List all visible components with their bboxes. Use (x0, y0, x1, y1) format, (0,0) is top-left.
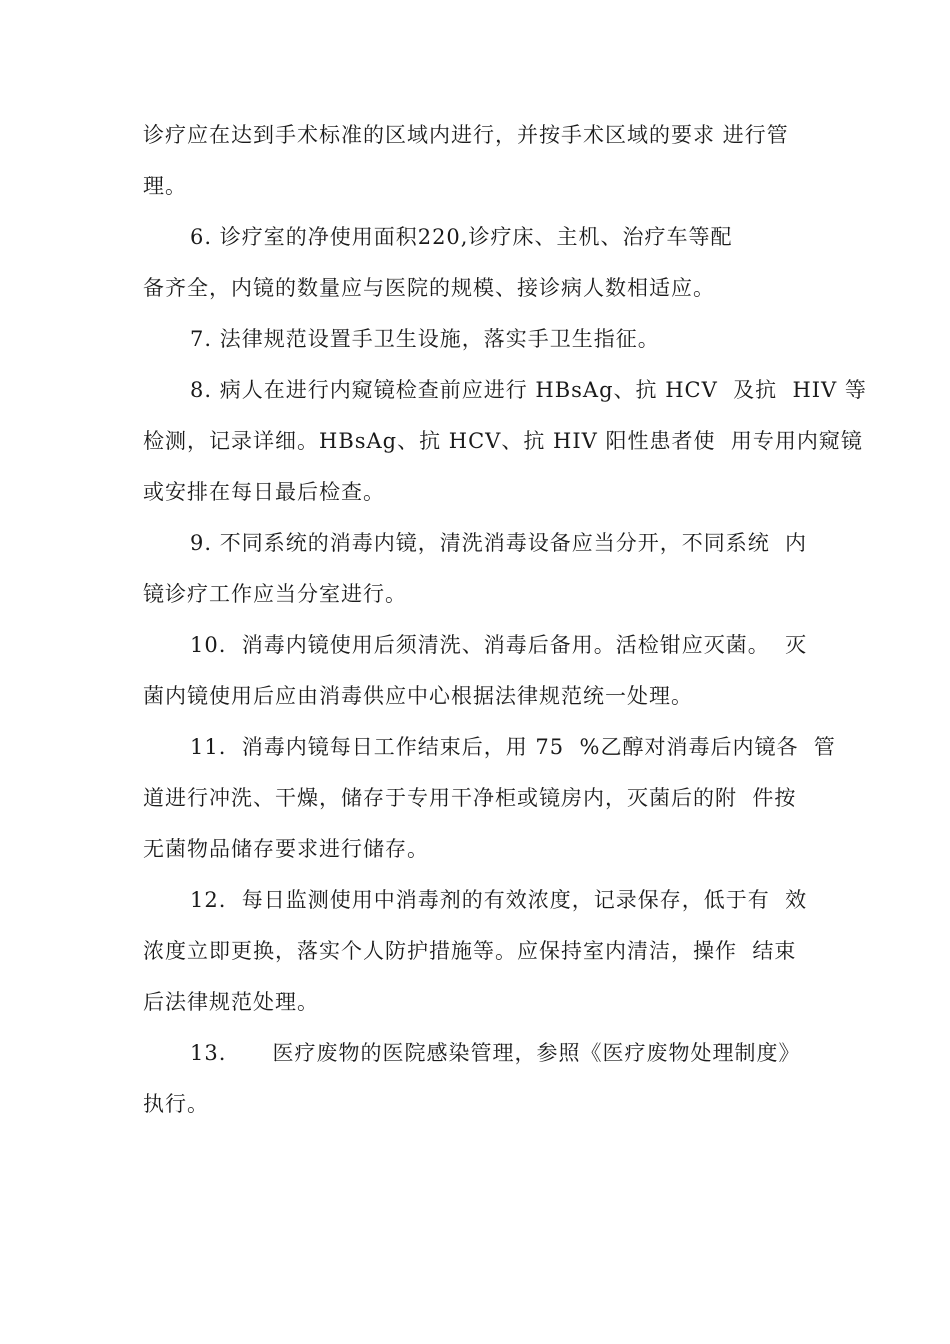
text-line: 执行。 (143, 1092, 209, 1116)
text-line: 或安排在每日最后检查。 (143, 480, 385, 504)
text-line: 检测，记录详细。HBsAg、抗 HCV、抗 HIV 阳性患者使 用专用内窥镜 (143, 429, 863, 453)
text-line: 诊疗应在达到手术标准的区域内进行，并按手术区域的要求 进行管 (143, 123, 789, 147)
text-line: 菌内镜使用后应由消毒供应中心根据法律规范统一处理。 (143, 684, 693, 708)
text-line: 浓度立即更换，落实个人防护措施等。应保持室内清洁，操作 结束 (143, 939, 797, 963)
text-line: 后法律规范处理。 (143, 990, 319, 1014)
text-line: 7. 法律规范设置手卫生设施，落实手卫生指征。 (190, 327, 660, 351)
text-line: 道进行冲洗、干燥，储存于专用干净柜或镜房内，灭菌后的附 件按 (143, 786, 797, 810)
text-line: 12. 每日监测使用中消毒剂的有效浓度，记录保存，低于有 效 (190, 888, 808, 912)
text-line: 13. 医疗废物的医院感染管理，参照《医疗废物处理制度》 (190, 1041, 801, 1065)
text-line: 10. 消毒内镜使用后须清洗、消毒后备用。活检钳应灭菌。 灭 (190, 633, 808, 657)
text-line: 备齐全，内镜的数量应与医院的规模、接诊病人数相适应。 (143, 276, 715, 300)
text-line: 无菌物品储存要求进行储存。 (143, 837, 429, 861)
text-line: 11. 消毒内镜每日工作结束后，用 75 %乙醇对消毒后内镜各 管 (190, 735, 836, 759)
text-line: 理。 (143, 174, 187, 198)
text-line: 镜诊疗工作应当分室进行。 (143, 582, 407, 606)
text-line: 6. 诊疗室的净使用面积220,诊疗床、主机、治疗车等配 (190, 225, 733, 249)
text-line: 8. 病人在进行内窥镜检查前应进行 HBsAg、抗 HCV 及抗 HIV 等 (190, 378, 867, 402)
text-line: 9. 不同系统的消毒内镜，清洗消毒设备应当分开，不同系统 内 (190, 531, 808, 555)
